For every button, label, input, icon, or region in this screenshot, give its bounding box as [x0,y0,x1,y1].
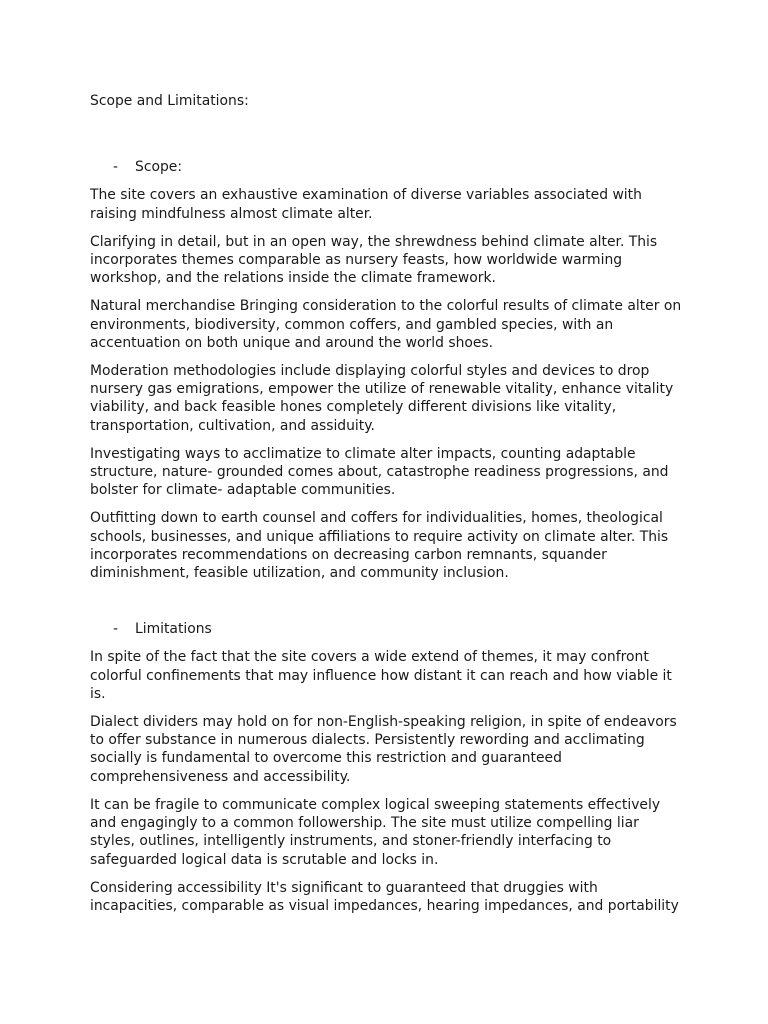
scope-paragraph: The site covers an exhaustive examination of diverse variables associated with raising mindfulness almost climate alter. [90,187,642,222]
section-spacer [90,592,682,620]
document-content [90,92,682,925]
scope-paragraph: Moderation methodologies include displaying colorful styles and devices to drop nursery gas emigrations, empower the utilize of renewable vitality, enhance vitality viability, and back feasible hones completely different divisions like vitality, transportation, cultivation, and assiduity. [90,363,674,434]
limitations-paragraph: Dialect dividers may hold on for non-English-speaking religion, in spite of endeavors to offer substance in numerous dialects. Persistently rewording and acclimating socially is fundamental to overcome this restriction and guaranteed comprehensiveness and accessibility. [90,714,677,785]
bullet-dash: - [113,621,119,638]
scope-paragraph: Clarifying in detail, but in an open way, the shrewdness behind climate alter. This incorporates themes comparable as nursery feasts, how worldwide warming workshop, and the relations inside the climate framework. [90,233,658,287]
document-heading: Scope and Limitations: [90,93,249,109]
scope-paragraph: Natural merchandise Bringing consideration to the colorful results of climate alter on environments, biodiversity, common coffers, and gambled species, with an accentuation on both unique and around the world shoes. [90,298,682,351]
scope-paragraph: Outfitting down to earth counsel and coffers for individualities, homes, theological schools, businesses, and unique affiliations to require activity on climate alter. This incorporates recommendations on decreasing carbon remnants, squander diminishment, feasible utilization, and community inclusion. [90,510,669,582]
limitations-paragraph: It can be fragile to communicate complex logical sweeping statements effectively and engagingly to a common followership. The site must utilize compelling liar styles, outlines, intelligently instruments, and stoner-friendly interfacing to safeguarded logical data is scrutable and locks in. [90,796,661,868]
scope-bullet [90,158,682,176]
limitations-title: Limitations [135,621,212,638]
bullet-dash: - [113,159,119,176]
scope-paragraph: Investigating ways to acclimatize to climate alter impacts, counting adaptable structure, nature- grounded comes about, catastrophe readiness progressions, and bolster for climate- adaptable communities. [90,445,669,499]
limitations-paragraph: In spite of the fact that the site covers a wide extend of themes, it may confront colorful confinements that may influence how distant it can reach and how viable it is. [90,649,672,702]
limitations-paragraph: Considering accessibility It's significant to guaranteed that druggies with incapacities, comparable as visual impedances, hearing impedances, and portability [90,879,679,914]
limitations-bullet [90,620,682,638]
scope-title: Scope: [135,159,182,176]
